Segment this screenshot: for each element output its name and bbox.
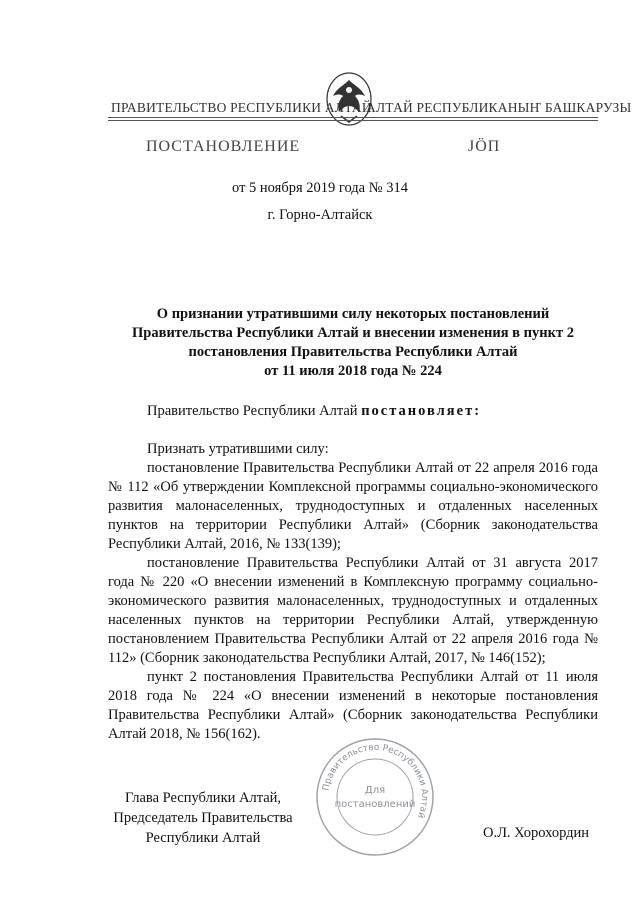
item-paragraph: постановление Правительства Республики Алтай от 31 августа 2017 года № 220 «О внесении изменений в Комплексную программу социально-экономического развития малонаселенных, труднодоступных и отдаленных населенных пунктов на территории Республики Алтай, утвержденную постановлением Правительства Республики Алтай от 22 апреля 2016 года № 112» (Сборник законодательства Республики Алтай, 2017, № 146(152); (108, 555, 598, 666)
stamp-ring-text: Правительство Республики Алтай (321, 742, 430, 820)
item-paragraph: постановление Правительства Республики Алтай от 22 апреля 2016 года № 112 «Об утверждении Комплексной программы социально-экономического развития малонаселенных, труднодоступных и отдаленных населенных пунктов на территории Республики Алтай» (Сборник законодательства Республики Алтай, 2016, № 133(139); (108, 460, 598, 552)
doc-type-alt: ЈӦП (468, 138, 501, 155)
decree-keyword: постановляет: (361, 403, 482, 419)
signatory-title (103, 788, 303, 848)
title-line: О признании утратившими силу некоторых постановлений (156, 306, 550, 322)
date-line: от 5 ноября 2019 года № 314 (232, 180, 408, 196)
signatory-title-line: Председатель Правительства (113, 810, 293, 826)
decree-body (108, 440, 598, 744)
signatory-title-line: Глава Республики Алтай, (124, 790, 282, 806)
intro-paragraph: Признать утратившими силу: (147, 441, 329, 457)
signatory-title-line: Республики Алтай (145, 830, 261, 846)
doc-type-ru: ПОСТАНОВЛЕНИЕ (146, 138, 301, 155)
title-line: Правительства Республики Алтай и внесении изменения в пункт 2 (132, 325, 574, 341)
official-stamp (313, 735, 437, 859)
document-title (108, 305, 598, 381)
title-line: от 11 июля 2018 года № 224 (264, 363, 442, 379)
decree-line (147, 403, 481, 420)
header-rule (108, 117, 598, 118)
header-left-authority: ПРАВИТЕЛЬСТВО РЕСПУБЛИКИ АЛТАЙ (111, 100, 372, 115)
stamp-center-line: постановлений (334, 799, 416, 810)
signatory-name: О.Л. Хорохордин (483, 825, 590, 841)
title-line: постановления Правительства Республики Алтай (188, 344, 518, 360)
decree-prefix: Правительство Республики Алтай (147, 403, 358, 419)
item-paragraph: пункт 2 постановления Правительства Республики Алтай от 11 июля 2018 года № 224 «О внесении изменений в некоторые постановления Правительства Республики Алтай» (Сборник законодательства Республики Алтай 2018, № 156(162). (108, 669, 598, 742)
header-right-authority: АЛТАЙ РЕСПУБЛИКАНЫҤ БАШКАРУЗЫ (366, 100, 632, 115)
header-rule (108, 120, 598, 121)
city-line: г. Горно-Алтайск (267, 207, 373, 223)
stamp-center-line: Для (364, 785, 386, 796)
